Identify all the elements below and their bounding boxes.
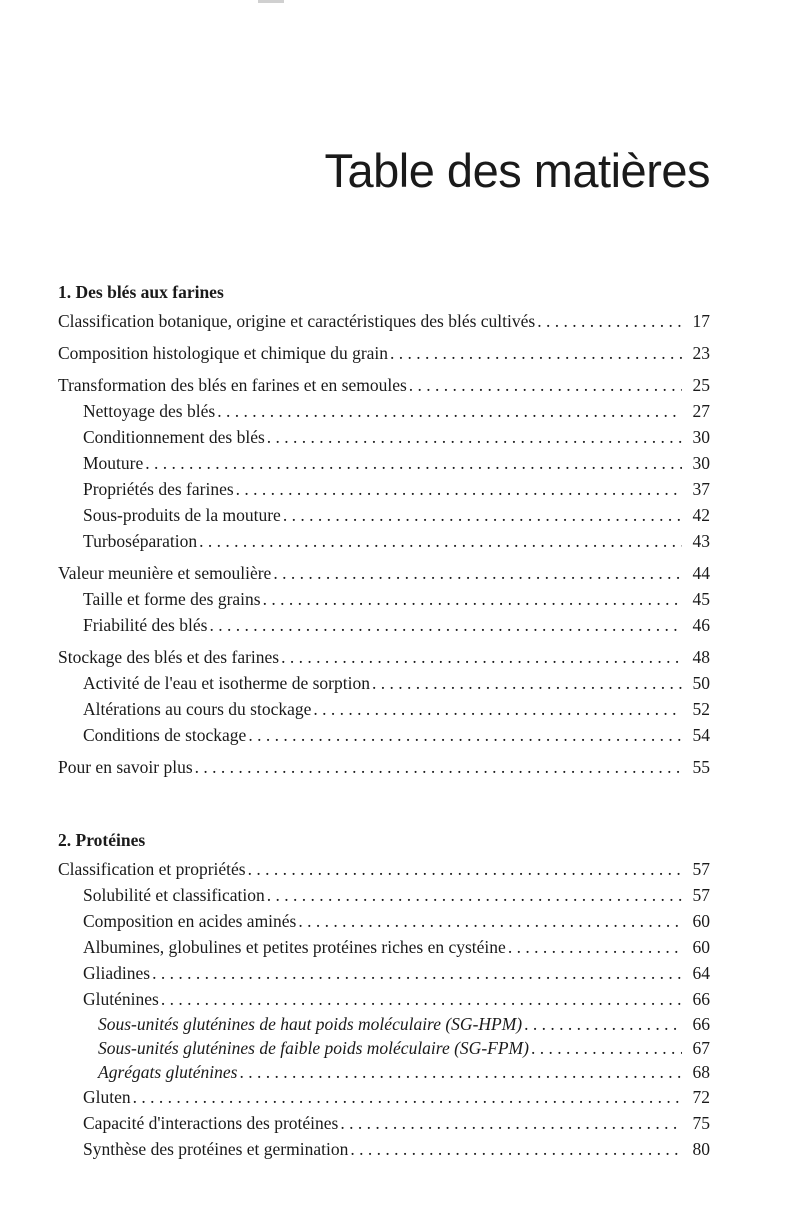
toc-subentry[interactable] <box>58 908 710 934</box>
toc-subentry[interactable] <box>58 1110 710 1136</box>
dot-leader <box>390 340 682 366</box>
entry-label: Solubilité et classification <box>83 885 265 905</box>
entry-page-number: 52 <box>692 699 710 719</box>
toc-section-2 <box>58 828 710 1162</box>
toc-entry[interactable] <box>58 856 710 882</box>
entry-label: Gluten <box>83 1087 131 1107</box>
entry-label: Composition histologique et chimique du grain <box>58 343 389 363</box>
scan-artifact <box>258 0 284 3</box>
toc-entry[interactable] <box>58 560 710 586</box>
entry-page-number: 72 <box>692 1087 710 1107</box>
entry-page-number: 30 <box>692 453 710 473</box>
dot-leader <box>283 502 682 528</box>
toc-subentry[interactable] <box>58 528 710 554</box>
entry-page-number: 45 <box>692 589 710 609</box>
dot-leader <box>240 1060 683 1084</box>
dot-leader <box>236 476 682 502</box>
entry-label: Classification botanique, origine et caractéristiques des blés cultivés <box>58 311 536 331</box>
dot-leader <box>217 398 682 424</box>
dot-leader <box>133 1084 682 1110</box>
entry-label: Capacité d'interactions des protéines <box>83 1113 339 1133</box>
dot-leader <box>248 722 682 748</box>
toc-subsubentry[interactable] <box>58 1036 710 1060</box>
section-heading: 2. Protéines <box>58 830 146 850</box>
entry-label: Sous-unités gluténines de haut poids moléculaire (SG-HPM) <box>98 1014 523 1034</box>
section-heading: 1. Des blés aux farines <box>58 282 224 302</box>
entry-label: Turboséparation <box>83 531 198 551</box>
dot-leader <box>508 934 682 960</box>
toc-subentry[interactable] <box>58 696 710 722</box>
entry-label: Friabilité des blés <box>83 615 208 635</box>
entry-label: Classification et propriétés <box>58 859 246 879</box>
toc-subentry[interactable] <box>58 502 710 528</box>
entry-page-number: 48 <box>692 647 710 667</box>
dot-leader <box>409 372 682 398</box>
page-title: Table des matières <box>324 144 710 198</box>
dot-leader <box>263 586 682 612</box>
entry-page-number: 67 <box>692 1038 710 1058</box>
entry-page-number: 66 <box>692 989 710 1009</box>
toc-entry[interactable] <box>58 754 710 780</box>
entry-label: Conditionnement des blés <box>83 427 265 447</box>
entry-page-number: 75 <box>692 1113 710 1133</box>
entry-label: Sous-produits de la mouture <box>83 505 281 525</box>
dot-leader <box>524 1012 682 1036</box>
entry-label: Albumines, globulines et petites protéines riches en cystéine <box>83 937 506 957</box>
entry-label: Transformation des blés en farines et en semoules <box>58 375 407 395</box>
toc-subsubentry[interactable] <box>58 1012 710 1036</box>
entry-page-number: 30 <box>692 427 710 447</box>
entry-label: Pour en savoir plus <box>58 757 193 777</box>
entry-page-number: 25 <box>692 375 710 395</box>
entry-page-number: 64 <box>692 963 710 983</box>
entry-page-number: 37 <box>692 479 710 499</box>
dot-leader <box>372 670 682 696</box>
toc-subentry[interactable] <box>58 934 710 960</box>
entry-label: Mouture <box>83 453 144 473</box>
toc-subentry[interactable] <box>58 424 710 450</box>
entry-label: Altérations au cours du stockage <box>83 699 312 719</box>
dot-leader <box>195 754 682 780</box>
dot-leader <box>145 450 682 476</box>
toc-subsubentry[interactable] <box>58 1060 710 1084</box>
entry-label: Valeur meunière et semoulière <box>58 563 272 583</box>
dot-leader <box>531 1036 682 1060</box>
toc-entry[interactable] <box>58 340 710 366</box>
entry-page-number: 17 <box>692 311 710 331</box>
entry-label: Composition en acides aminés <box>83 911 297 931</box>
dot-leader <box>298 908 682 934</box>
entry-page-number: 57 <box>692 859 710 879</box>
entry-page-number: 57 <box>692 885 710 905</box>
toc-subentry[interactable] <box>58 722 710 748</box>
entry-label: Gluténines <box>83 989 159 1009</box>
toc-subentry[interactable] <box>58 1084 710 1110</box>
entry-page-number: 42 <box>692 505 710 525</box>
entry-page-number: 27 <box>692 401 710 421</box>
toc-subentry[interactable] <box>58 586 710 612</box>
entry-page-number: 80 <box>692 1139 710 1159</box>
dot-leader <box>267 882 682 908</box>
toc-subentry[interactable] <box>58 398 710 424</box>
entry-label: Sous-unités gluténines de faible poids moléculaire (SG-FPM) <box>98 1038 529 1058</box>
entry-page-number: 23 <box>692 343 710 363</box>
entry-page-number: 43 <box>692 531 710 551</box>
entry-page-number: 60 <box>692 937 710 957</box>
toc-subentry[interactable] <box>58 670 710 696</box>
entry-label: Taille et forme des grains <box>83 589 261 609</box>
entry-page-number: 46 <box>692 615 710 635</box>
entry-label: Gliadines <box>83 963 151 983</box>
entry-page-number: 54 <box>692 725 710 745</box>
dot-leader <box>273 560 682 586</box>
entry-page-number: 68 <box>692 1062 710 1082</box>
dot-leader <box>350 1136 682 1162</box>
dot-leader <box>340 1110 682 1136</box>
dot-leader <box>267 424 682 450</box>
dot-leader <box>313 696 682 722</box>
toc-subentry[interactable] <box>58 1136 710 1162</box>
toc-entry[interactable] <box>58 308 710 334</box>
toc-subentry[interactable] <box>58 986 710 1012</box>
toc-section-1 <box>58 280 710 780</box>
entry-label: Synthèse des protéines et germination <box>83 1139 349 1159</box>
dot-leader <box>281 644 682 670</box>
entry-page-number: 55 <box>692 757 710 777</box>
entry-page-number: 60 <box>692 911 710 931</box>
entry-page-number: 66 <box>692 1014 710 1034</box>
toc-subentry[interactable] <box>58 882 710 908</box>
entry-label: Propriétés des farines <box>83 479 234 499</box>
toc-subentry[interactable] <box>58 450 710 476</box>
toc-entry[interactable] <box>58 372 710 398</box>
entry-label: Stockage des blés et des farines <box>58 647 280 667</box>
dot-leader <box>209 612 682 638</box>
dot-leader <box>199 528 682 554</box>
dot-leader <box>248 856 682 882</box>
toc-subentry[interactable] <box>58 960 710 986</box>
entry-label: Conditions de stockage <box>83 725 247 745</box>
toc-subentry[interactable] <box>58 612 710 638</box>
dot-leader <box>152 960 682 986</box>
entry-label: Nettoyage des blés <box>83 401 216 421</box>
toc-entry[interactable] <box>58 644 710 670</box>
entry-page-number: 50 <box>692 673 710 693</box>
dot-leader <box>537 308 682 334</box>
entry-label: Agrégats gluténines <box>98 1062 238 1082</box>
toc-subentry[interactable] <box>58 476 710 502</box>
entry-page-number: 44 <box>692 563 710 583</box>
dot-leader <box>161 986 682 1012</box>
entry-label: Activité de l'eau et isotherme de sorption <box>83 673 370 693</box>
